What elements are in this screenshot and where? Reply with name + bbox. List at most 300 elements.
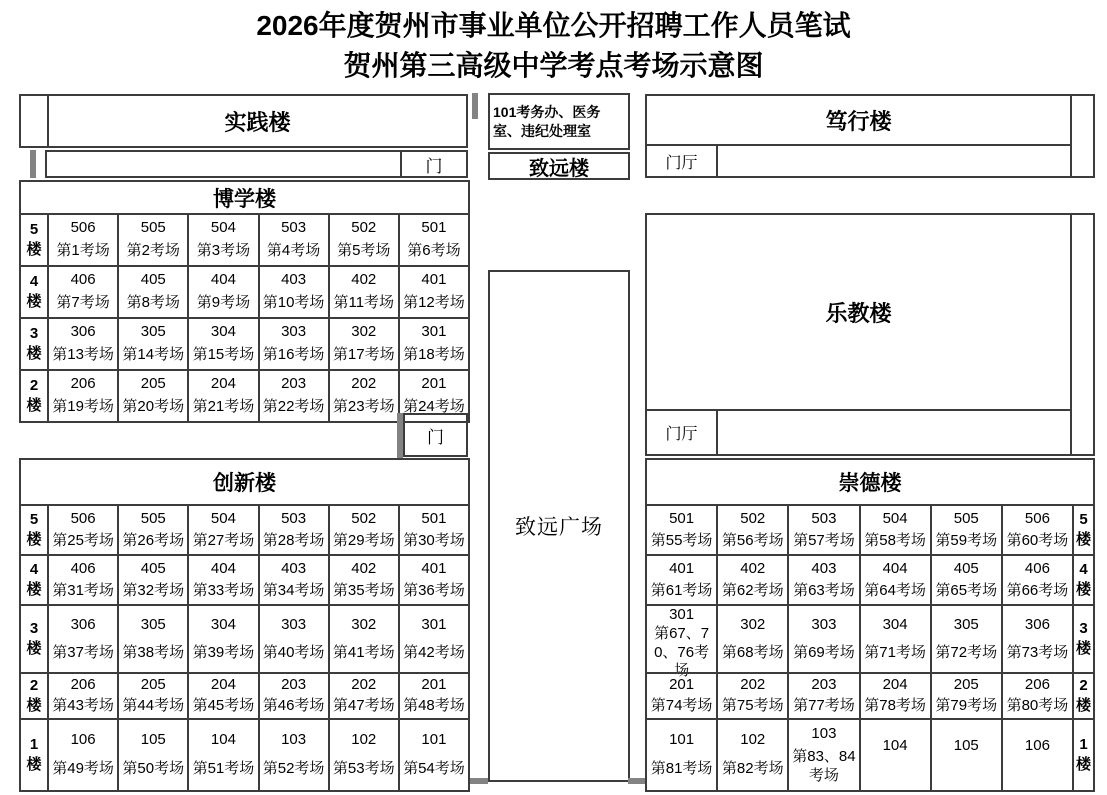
room-cell <box>716 556 787 604</box>
room-number: 106 <box>1024 737 1050 755</box>
room-number: 104 <box>210 730 236 748</box>
room-number: 401 <box>421 559 447 577</box>
floor-row <box>647 506 1093 554</box>
exam-label: 第17考场 <box>332 346 395 364</box>
room-cell <box>930 720 1001 790</box>
room-number: 305 <box>140 615 166 633</box>
room-number: 406 <box>1024 559 1050 577</box>
exam-label: 第60考场 <box>1006 531 1069 549</box>
room-cell <box>787 606 858 672</box>
room-cell <box>47 606 117 672</box>
exam-label: 第65考场 <box>935 581 998 599</box>
room-number: 505 <box>140 509 166 527</box>
exam-label: 第58考场 <box>864 531 926 549</box>
room-number: 303 <box>811 615 837 633</box>
room-cell <box>258 319 328 369</box>
floor-row <box>21 215 468 265</box>
floor-row <box>21 718 468 790</box>
exam-label: 第25考场 <box>52 531 114 549</box>
room-cell <box>398 267 468 317</box>
exam-label: 第34考场 <box>262 581 325 599</box>
top-left-corridor <box>45 150 468 178</box>
exam-label: 第49考场 <box>52 760 114 778</box>
room-number: 506 <box>70 219 96 237</box>
exam-label: 第78考场 <box>864 697 926 715</box>
room-number: 302 <box>351 615 377 633</box>
room-cell <box>1001 506 1072 554</box>
exam-label: 第2考场 <box>126 242 180 260</box>
floor-label: 2楼 <box>26 676 42 714</box>
gate-cell-middle: 门 <box>403 413 468 457</box>
exam-label: 第32考场 <box>122 581 185 599</box>
exam-label: 第57考场 <box>793 531 855 549</box>
room-cell <box>398 674 468 718</box>
room-cell <box>187 506 257 554</box>
room-number: 206 <box>70 375 96 393</box>
room-number: 402 <box>351 559 377 577</box>
room-number: 302 <box>351 323 377 341</box>
room-number: 303 <box>281 323 307 341</box>
exam-label: 第82考场 <box>721 760 784 778</box>
exam-label: 第37考场 <box>52 643 114 661</box>
exam-label: 第67、70、76考场 <box>654 624 710 680</box>
exam-label: 第24考场 <box>403 398 465 416</box>
room-cell <box>117 556 187 604</box>
room-number: 404 <box>210 559 236 577</box>
exam-label: 第29考场 <box>332 531 395 549</box>
room-cell <box>117 606 187 672</box>
exam-label: 第83、84考场 <box>792 747 856 784</box>
room-cell <box>398 319 468 369</box>
exam-label: 第22考场 <box>262 398 325 416</box>
room-cell <box>1001 556 1072 604</box>
room-cell <box>187 674 257 718</box>
room-cell <box>398 606 468 672</box>
wall-segment <box>30 150 36 178</box>
exam-label: 第59考场 <box>935 531 998 549</box>
room-cell <box>1001 720 1072 790</box>
room-number: 304 <box>210 323 236 341</box>
title-line-2: 贺州第三高级中学考点考场示意图 <box>343 49 764 81</box>
exam-label: 第4考场 <box>266 242 321 260</box>
room-number: 105 <box>140 730 166 748</box>
exam-label: 第81考场 <box>650 760 713 778</box>
room-number: 401 <box>421 271 447 289</box>
exam-label: 第44考场 <box>122 697 185 715</box>
exam-office-box: 101考务办、医务室、违纪处理室 <box>488 93 630 150</box>
exam-label: 第36考场 <box>403 581 465 599</box>
room-cell <box>398 506 468 554</box>
room-number: 202 <box>740 676 766 694</box>
room-number: 205 <box>140 375 166 393</box>
wall-segment <box>628 778 645 784</box>
exam-label: 第63考场 <box>793 581 855 599</box>
room-cell <box>1001 606 1072 672</box>
floor-label: 3楼 <box>26 619 42 657</box>
room-cell <box>328 606 398 672</box>
exam-label: 第66考场 <box>1006 581 1069 599</box>
exam-label: 第9考场 <box>196 294 251 312</box>
room-cell <box>117 319 187 369</box>
exam-label: 第6考场 <box>407 242 461 260</box>
room-number: 504 <box>210 509 236 527</box>
lejiao-building-label: 乐教楼 <box>825 300 892 326</box>
room-number: 505 <box>140 219 166 237</box>
exam-label: 第52考场 <box>262 760 325 778</box>
room-cell <box>328 720 398 790</box>
exam-label: 第31考场 <box>52 581 114 599</box>
exam-label: 第19考场 <box>52 398 114 416</box>
duxing-side-cell <box>1070 96 1093 176</box>
room-cell <box>328 319 398 369</box>
duxing-lobby-row <box>647 144 1070 176</box>
zhiyuan-building-label: 致远楼 <box>488 152 630 180</box>
room-number: 204 <box>210 676 236 694</box>
room-number: 201 <box>421 676 447 694</box>
chuangxin-building-name: 创新楼 <box>21 460 468 506</box>
page-title <box>0 6 1107 86</box>
wall-segment <box>470 778 488 784</box>
room-cell <box>328 506 398 554</box>
room-number: 402 <box>740 559 766 577</box>
room-number: 502 <box>351 219 377 237</box>
room-number: 403 <box>281 559 307 577</box>
room-cell <box>859 674 930 718</box>
room-number: 303 <box>281 615 307 633</box>
room-cell <box>258 506 328 554</box>
exam-label: 第56考场 <box>721 531 784 549</box>
room-number: 405 <box>140 271 166 289</box>
floor-label: 5楼 <box>26 510 42 548</box>
room-number: 201 <box>669 676 695 694</box>
room-number: 404 <box>210 271 236 289</box>
room-number: 201 <box>421 375 447 393</box>
room-number: 203 <box>811 676 837 694</box>
floor-label: 1楼 <box>26 735 42 773</box>
room-cell <box>187 215 257 265</box>
room-number: 502 <box>740 509 766 527</box>
room-number: 101 <box>669 730 695 748</box>
gate-cell-top: 门 <box>400 152 466 176</box>
exam-label: 第42考场 <box>403 643 465 661</box>
room-number: 501 <box>421 509 447 527</box>
room-cell <box>398 556 468 604</box>
practice-building-label: 实践楼 <box>224 109 291 135</box>
room-number: 304 <box>882 615 908 633</box>
chongde-rows <box>647 506 1093 790</box>
room-number: 502 <box>351 509 377 527</box>
room-cell <box>258 606 328 672</box>
room-cell <box>47 556 117 604</box>
boxue-building-table <box>19 180 470 423</box>
room-cell <box>398 720 468 790</box>
room-number: 405 <box>140 559 166 577</box>
exam-label: 第61考场 <box>650 581 713 599</box>
room-cell <box>930 506 1001 554</box>
room-cell <box>859 556 930 604</box>
exam-label: 第43考场 <box>52 697 114 715</box>
practice-building-block <box>19 94 468 148</box>
exam-label: 第33考场 <box>192 581 255 599</box>
duxing-building-label: 笃行楼 <box>825 108 892 134</box>
room-number: 204 <box>882 676 908 694</box>
room-cell <box>716 606 787 672</box>
room-cell <box>117 506 187 554</box>
exam-label: 第48考场 <box>403 697 465 715</box>
room-cell <box>117 674 187 718</box>
wall-segment <box>472 93 478 119</box>
room-number: 106 <box>70 730 96 748</box>
room-number: 402 <box>351 271 377 289</box>
room-number: 203 <box>281 375 307 393</box>
exam-label: 第7考场 <box>56 294 110 312</box>
room-cell <box>117 267 187 317</box>
exam-label: 第35考场 <box>332 581 395 599</box>
exam-label: 第20考场 <box>122 398 185 416</box>
room-cell <box>328 371 398 421</box>
exam-label: 第54考场 <box>403 760 465 778</box>
room-cell <box>787 556 858 604</box>
duxing-main-col <box>647 96 1070 176</box>
floor-label: 4楼 <box>26 272 42 310</box>
room-cell <box>47 215 117 265</box>
room-cell <box>1001 674 1072 718</box>
boxue-building-name: 博学楼 <box>21 182 468 215</box>
room-cell <box>328 674 398 718</box>
exam-label: 第40考场 <box>262 643 325 661</box>
room-cell <box>47 720 117 790</box>
exam-label: 第8考场 <box>126 294 180 312</box>
floor-row <box>21 672 468 718</box>
room-cell <box>258 371 328 421</box>
lejiao-main-col <box>647 215 1070 454</box>
chongde-building-table <box>645 458 1095 792</box>
room-number: 103 <box>811 724 837 742</box>
exam-label: 第21考场 <box>192 398 255 416</box>
room-number: 406 <box>70 559 96 577</box>
room-cell <box>398 215 468 265</box>
room-number: 406 <box>70 271 96 289</box>
exam-label: 第11考场 <box>333 294 395 312</box>
room-number: 305 <box>953 615 979 633</box>
corridor-space <box>47 152 400 176</box>
room-number: 403 <box>811 559 837 577</box>
room-cell <box>787 506 858 554</box>
room-cell <box>647 674 716 718</box>
room-number: 503 <box>281 219 307 237</box>
room-cell <box>117 720 187 790</box>
exam-label: 第46考场 <box>262 697 325 715</box>
room-number: 306 <box>70 323 96 341</box>
room-number: 503 <box>281 509 307 527</box>
exam-label: 第30考场 <box>403 531 465 549</box>
exam-label: 第10考场 <box>262 294 325 312</box>
room-cell <box>187 606 257 672</box>
exam-label: 第18考场 <box>403 346 465 364</box>
exam-label: 第71考场 <box>864 643 926 661</box>
exam-label: 第69考场 <box>793 643 855 661</box>
room-cell <box>47 506 117 554</box>
floor-label: 3楼 <box>1072 606 1093 672</box>
room-number: 301 <box>421 323 447 341</box>
exam-label: 第26考场 <box>122 531 185 549</box>
exam-label: 第14考场 <box>122 346 185 364</box>
room-cell <box>859 606 930 672</box>
exam-label: 第80考场 <box>1006 697 1069 715</box>
room-number: 503 <box>811 509 837 527</box>
floor-row <box>647 604 1093 680</box>
room-number: 205 <box>953 676 979 694</box>
exam-label: 第45考场 <box>192 697 255 715</box>
room-cell <box>258 215 328 265</box>
exam-label: 第74考场 <box>650 697 713 715</box>
duxing-lobby-label: 门厅 <box>647 146 718 176</box>
floor-row <box>647 672 1093 718</box>
floor-label: 2楼 <box>1072 674 1093 718</box>
exam-label: 第64考场 <box>864 581 926 599</box>
zhiyuan-square: 致远广场 <box>488 270 630 782</box>
room-cell <box>716 720 787 790</box>
room-number: 102 <box>740 730 766 748</box>
room-number: 506 <box>1024 509 1050 527</box>
room-cell <box>47 267 117 317</box>
lejiao-lobby-label: 门厅 <box>647 411 718 454</box>
exam-label: 第39考场 <box>192 643 255 661</box>
room-cell <box>47 674 117 718</box>
room-number: 501 <box>669 509 695 527</box>
room-cell <box>117 215 187 265</box>
exam-label: 第41考场 <box>332 643 395 661</box>
exam-label: 第72考场 <box>935 643 998 661</box>
lejiao-lobby-row <box>647 409 1070 454</box>
room-cell <box>187 319 257 369</box>
room-number: 204 <box>210 375 236 393</box>
exam-label: 第50考场 <box>122 760 185 778</box>
exam-label: 第47考场 <box>332 697 395 715</box>
room-number: 505 <box>953 509 979 527</box>
room-number: 501 <box>421 219 447 237</box>
room-cell <box>187 371 257 421</box>
room-number: 104 <box>882 737 908 755</box>
exam-label: 第15考场 <box>192 346 255 364</box>
exam-label: 第55考场 <box>650 531 713 549</box>
room-number: 301 <box>669 606 695 623</box>
boxue-rows <box>21 215 468 421</box>
floor-label: 5楼 <box>26 220 42 258</box>
floor-row <box>21 554 468 604</box>
duxing-corridor <box>718 146 1070 176</box>
room-cell <box>859 720 930 790</box>
floor-label: 4楼 <box>26 560 42 598</box>
floor-row <box>647 718 1093 790</box>
exam-label: 第5考场 <box>337 242 391 260</box>
room-cell <box>787 720 858 790</box>
exam-label: 第68考场 <box>721 643 784 661</box>
floor-row <box>21 265 468 317</box>
room-number: 504 <box>882 509 908 527</box>
room-number: 103 <box>281 730 307 748</box>
title-line-1: 2026年度贺州市事业单位公开招聘工作人员笔试 <box>256 10 851 41</box>
room-cell <box>647 606 716 680</box>
room-cell <box>187 267 257 317</box>
room-number: 202 <box>351 676 377 694</box>
room-cell <box>859 506 930 554</box>
room-cell <box>117 371 187 421</box>
exam-label: 第51考场 <box>192 760 255 778</box>
room-number: 306 <box>1024 615 1050 633</box>
room-number: 206 <box>70 676 96 694</box>
room-number: 206 <box>1024 676 1050 694</box>
room-number: 403 <box>281 271 307 289</box>
room-cell <box>328 215 398 265</box>
room-cell <box>47 371 117 421</box>
room-cell <box>47 319 117 369</box>
exam-label: 第3考场 <box>196 242 251 260</box>
floor-label: 4楼 <box>1072 556 1093 604</box>
floor-row <box>21 317 468 369</box>
room-cell <box>647 506 716 554</box>
room-cell <box>647 720 716 790</box>
room-number: 304 <box>210 615 236 633</box>
room-number: 105 <box>953 737 979 755</box>
exam-label: 第13考场 <box>52 346 114 364</box>
exam-label: 第53考场 <box>332 760 395 778</box>
room-number: 101 <box>421 730 447 748</box>
room-number: 205 <box>140 676 166 694</box>
room-number: 401 <box>669 559 695 577</box>
room-cell <box>258 674 328 718</box>
room-cell <box>787 674 858 718</box>
chongde-building-name: 崇德楼 <box>647 460 1093 506</box>
lejiao-building-block <box>645 213 1095 456</box>
room-cell <box>647 556 716 604</box>
lejiao-side-cell <box>1070 215 1093 454</box>
practice-side-cell <box>21 96 49 146</box>
room-cell <box>328 267 398 317</box>
room-number: 306 <box>70 615 96 633</box>
room-cell <box>930 606 1001 672</box>
floor-row <box>647 554 1093 604</box>
exam-label: 第38考场 <box>122 643 185 661</box>
room-number: 301 <box>421 615 447 633</box>
room-cell <box>930 674 1001 718</box>
room-number: 202 <box>351 375 377 393</box>
chuangxin-rows <box>21 506 468 790</box>
exam-label: 第28考场 <box>262 531 325 549</box>
room-number: 305 <box>140 323 166 341</box>
exam-label: 第1考场 <box>56 242 110 260</box>
exam-label: 第62考场 <box>721 581 784 599</box>
exam-label: 第23考场 <box>332 398 395 416</box>
exam-label: 第73考场 <box>1006 643 1069 661</box>
exam-label: 第79考场 <box>935 697 998 715</box>
lejiao-corridor <box>718 411 1070 454</box>
exam-label: 第77考场 <box>793 697 855 715</box>
room-number: 504 <box>210 219 236 237</box>
floor-row <box>21 604 468 672</box>
exam-label: 第75考场 <box>721 697 784 715</box>
room-cell <box>187 556 257 604</box>
floor-row <box>21 506 468 554</box>
room-number: 203 <box>281 676 307 694</box>
exam-label: 第12考场 <box>403 294 465 312</box>
room-number: 506 <box>70 509 96 527</box>
room-number: 302 <box>740 615 766 633</box>
room-cell <box>258 267 328 317</box>
room-cell <box>258 720 328 790</box>
room-cell <box>716 674 787 718</box>
room-cell <box>930 556 1001 604</box>
